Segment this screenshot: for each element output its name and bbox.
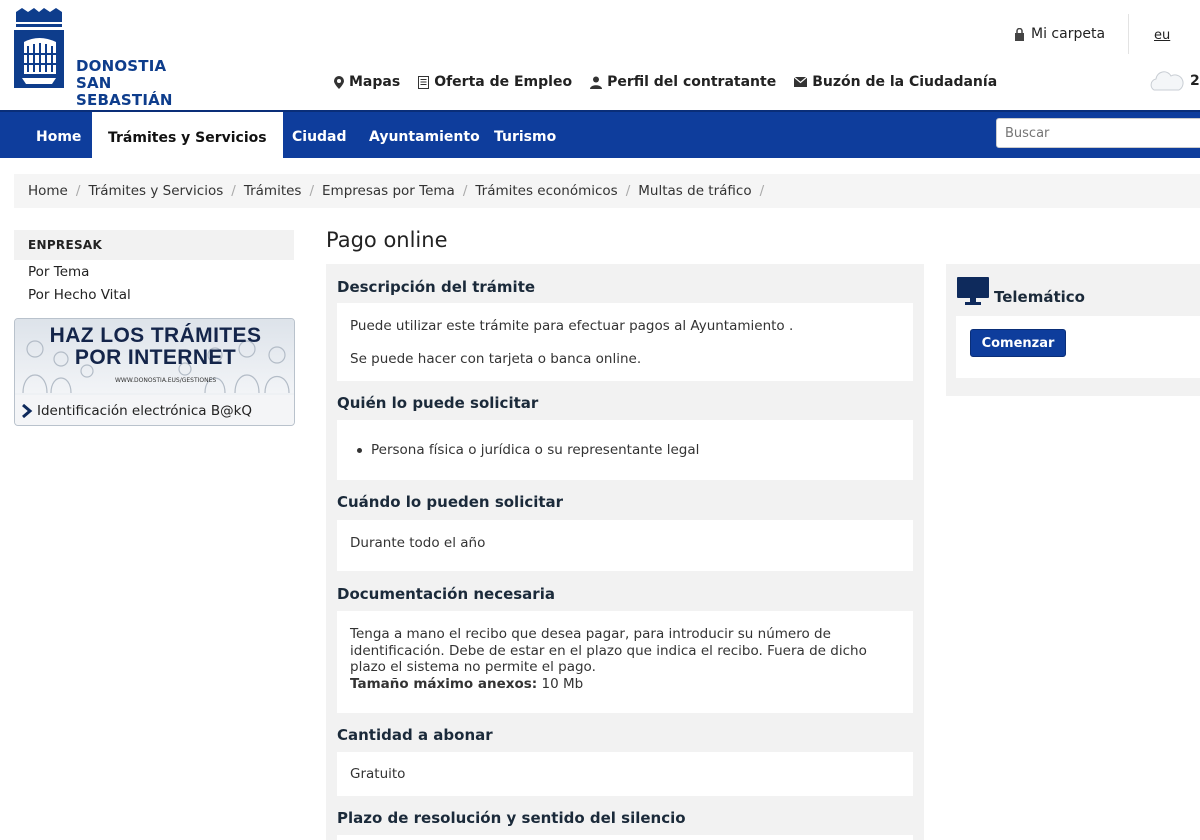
section-title-cantidad: Cantidad a abonar: [337, 726, 493, 744]
maps-label: Mapas: [349, 74, 401, 90]
section-documentacion: [337, 611, 913, 713]
section-title-descripcion: Descripción del trámite: [337, 278, 536, 296]
section-title-documentacion: Documentación necesaria: [337, 585, 555, 603]
section-cuando: [337, 520, 913, 571]
breadcrumb-separator: /: [625, 183, 631, 199]
telematic-box: [956, 316, 1200, 378]
top-links: [334, 74, 997, 90]
telematic-title: Telemático: [994, 288, 1085, 306]
breadcrumb-separator: /: [759, 183, 765, 199]
breadcrumb-separator: /: [231, 183, 236, 199]
telematic-panel: [946, 264, 1200, 396]
city-shield-icon: [12, 8, 66, 92]
breadcrumb-tramites-servicios[interactable]: Trámites y Servicios: [88, 183, 224, 199]
sidebar-heading: ENPRESAK: [14, 230, 294, 260]
lock-icon: [1014, 28, 1025, 41]
section-plazo: [337, 835, 913, 840]
breadcrumb: [14, 174, 1200, 208]
main-nav: [0, 110, 1200, 158]
documentacion-size: [350, 676, 900, 693]
logo-line2: SAN SEBASTIÁN: [76, 74, 173, 109]
section-descripcion: [337, 303, 913, 381]
documentacion-size-value: 10 Mb: [541, 675, 584, 692]
user-icon: [590, 76, 602, 89]
breadcrumb-tramites[interactable]: Trámites: [243, 183, 302, 199]
contractor-profile-link[interactable]: [590, 74, 776, 90]
documentacion-text: Tenga a mano el recibo que desea pagar, para introducir su número de identificación. Debe de estar en el plazo que indica el recibo. Fuera de dicho plazo el sistema no permite el pago.: [350, 626, 867, 675]
section-title-cuando: Cuándo lo pueden solicitar: [337, 493, 564, 511]
breadcrumb-economicos[interactable]: Trámites económicos: [475, 183, 618, 199]
section-title-plazo: Plazo de resolución y sentido del silencio: [337, 809, 686, 827]
list-item: [357, 442, 900, 459]
breadcrumb-separator: /: [309, 183, 315, 199]
bakq-link[interactable]: [15, 395, 295, 426]
nav-ayuntamiento[interactable]: Ayuntamiento: [369, 129, 480, 145]
mi-carpeta-label: Mi carpeta: [1031, 26, 1106, 42]
descripcion-line1: Puede utilizar este trámite para efectuar pagos al Ayuntamiento .: [350, 318, 794, 334]
documentacion-size-label: Tamaño máximo anexos:: [350, 675, 538, 692]
breadcrumb-separator: /: [462, 183, 468, 199]
section-title-quien: Quién lo puede solicitar: [337, 394, 539, 412]
monitor-icon: [956, 276, 990, 306]
bullet-icon: [357, 448, 362, 453]
banner-title-line1: HAZ LOS TRÁMITES: [49, 324, 262, 347]
header: [0, 0, 1200, 110]
start-button[interactable]: Comenzar: [970, 329, 1066, 357]
banner-title-line2: POR INTERNET: [74, 346, 237, 369]
quien-text: Persona física o jurídica o su representante legal: [371, 442, 700, 458]
section-cantidad: [337, 752, 913, 796]
banner-url: WWW.DONOSTIA.EUS/GESTIONES: [115, 377, 217, 384]
cloud-icon: [1148, 70, 1184, 92]
nav-home[interactable]: Home: [36, 129, 82, 145]
nav-ciudad[interactable]: Ciudad: [292, 129, 347, 145]
envelope-icon: [794, 77, 807, 87]
descripcion-line2: Se puede hacer con tarjeta o banca online.: [350, 350, 642, 367]
banner-illustration: [15, 319, 295, 393]
procedure-details: [326, 264, 924, 840]
breadcrumb-separator: /: [75, 183, 81, 199]
banner-title: [15, 325, 295, 369]
site-logo[interactable]: [12, 8, 212, 109]
bakq-link-label: Identificación electrónica B@kQ: [37, 403, 253, 419]
cantidad-text: Gratuito: [350, 766, 406, 782]
cuando-text: Durante todo el año: [350, 535, 486, 551]
mailbox-label: Buzón de la Ciudadanía: [812, 74, 998, 90]
mi-carpeta-link[interactable]: [1014, 26, 1105, 42]
chevron-right-icon: [21, 404, 33, 418]
sidebar-item-hecho-vital[interactable]: Por Hecho Vital: [28, 287, 131, 303]
nav-tramites[interactable]: Trámites y Servicios: [92, 112, 283, 158]
jobs-link[interactable]: [418, 74, 572, 90]
maps-link[interactable]: [334, 74, 400, 90]
jobs-label: Oferta de Empleo: [434, 74, 573, 90]
breadcrumb-multas[interactable]: Multas de tráfico: [638, 183, 752, 199]
document-icon: [418, 76, 429, 89]
page-title: Pago online: [326, 228, 448, 252]
breadcrumb-empresas[interactable]: Empresas por Tema: [322, 183, 455, 199]
section-quien: [337, 420, 913, 480]
nav-turismo[interactable]: Turismo: [494, 129, 557, 145]
header-divider: [1128, 14, 1129, 54]
sidebar-item-por-tema[interactable]: Por Tema: [28, 264, 90, 280]
map-pin-icon: [334, 76, 344, 89]
weather-widget[interactable]: [1148, 70, 1200, 92]
logo-text: [76, 58, 212, 109]
weather-temp: 2: [1190, 73, 1200, 89]
mailbox-link[interactable]: [794, 74, 997, 90]
breadcrumb-home[interactable]: Home: [28, 183, 68, 199]
language-switch[interactable]: eu: [1154, 28, 1171, 43]
logo-line1: DONOSTIA: [76, 57, 167, 75]
search-input[interactable]: [996, 118, 1200, 148]
contractor-profile-label: Perfil del contratante: [607, 74, 777, 90]
online-procedures-banner[interactable]: [14, 318, 295, 426]
